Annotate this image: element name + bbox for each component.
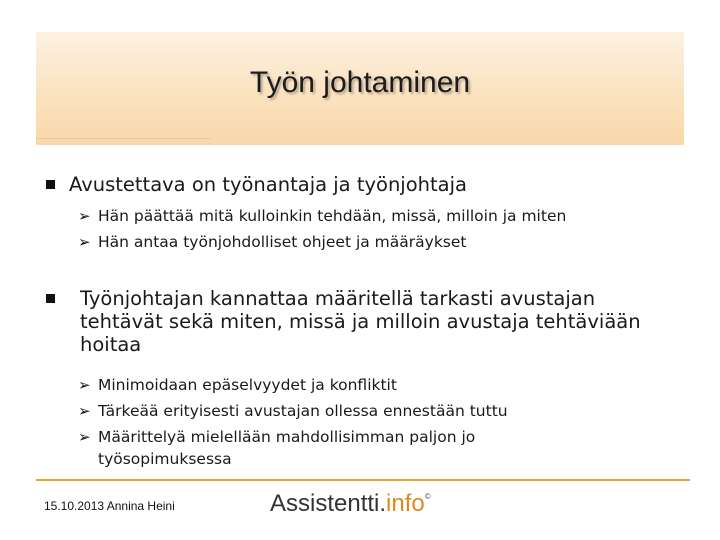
bullet-1 xyxy=(46,173,467,196)
arrow-bullet-icon: ➢ xyxy=(78,233,91,251)
slide-title: Työn johtaminen xyxy=(249,66,471,99)
sub-bullet-2-1 xyxy=(78,374,397,397)
assistentti-logo: Assistentti.info© xyxy=(270,490,431,517)
footer-rule xyxy=(36,479,690,481)
sub-bullet-text: Minimoidaan epäselvyydet ja konfliktit xyxy=(98,376,397,394)
arrow-bullet-icon: ➢ xyxy=(78,428,91,446)
bullet-1-text: Avustettava on työnantaja ja työnjohtaja xyxy=(69,173,467,196)
square-bullet-icon xyxy=(46,180,55,189)
sub-bullet-1-2 xyxy=(78,231,466,254)
arrow-bullet-icon: ➢ xyxy=(78,376,91,394)
sub-bullet-text: Hän antaa työnjohdolliset ohjeet ja määräykset xyxy=(98,233,467,251)
bullet-2 xyxy=(46,287,641,356)
arrow-bullet-icon: ➢ xyxy=(78,207,91,225)
sub-bullet-text: Tärkeää erityisesti avustajan ollessa ennestään tuttu xyxy=(98,402,508,420)
sub-bullet-2-3 xyxy=(78,426,475,470)
sub-bullet-text: Määrittelyä mielellään mahdollisimman paljon jo työsopimuksessa xyxy=(98,428,476,468)
sub-bullet-1-1 xyxy=(78,205,566,228)
title-underline xyxy=(36,138,211,139)
sub-bullet-2-2 xyxy=(78,400,508,423)
square-bullet-icon xyxy=(46,294,55,303)
arrow-bullet-icon: ➢ xyxy=(78,402,91,420)
bullet-2-text: Työnjohtajan kannattaa määritellä tarkasti avustajan tehtävät sekä miten, missä ja milloin avustaja tehtäviään hoitaa xyxy=(80,287,641,356)
sub-bullet-text: Hän päättää mitä kulloinkin tehdään, missä, milloin ja miten xyxy=(98,207,567,225)
footer-date-author: 15.10.2013 Annina Heini xyxy=(44,499,175,513)
